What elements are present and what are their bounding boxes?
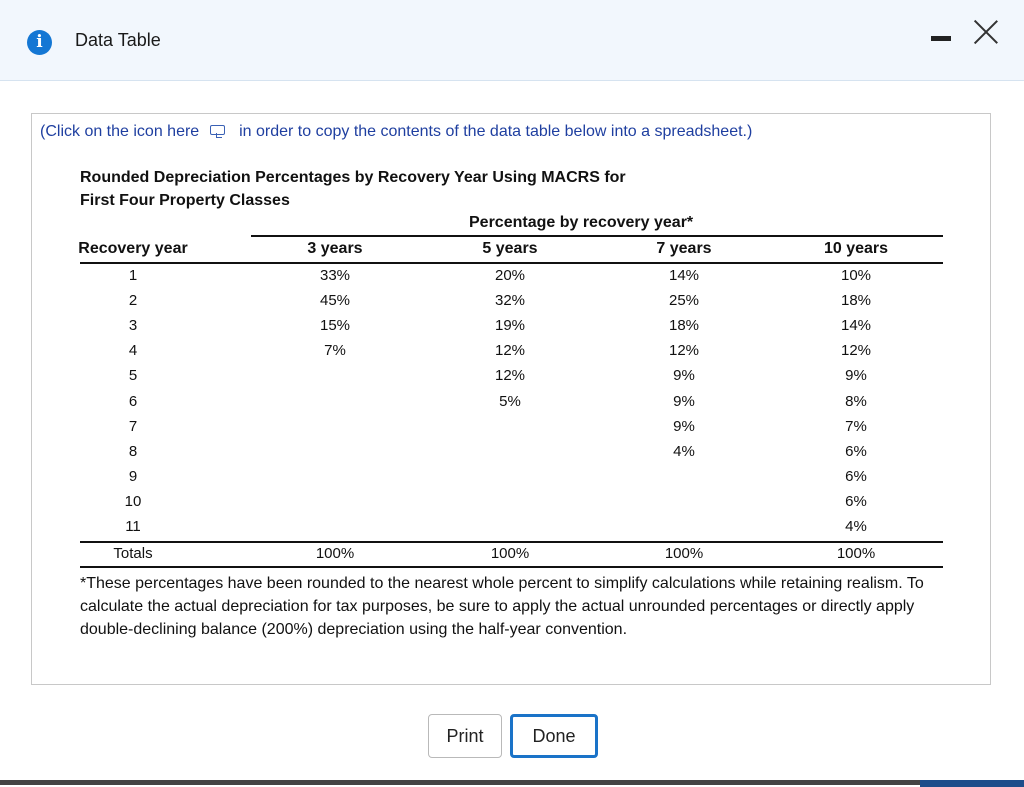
copy-instruction-before: (Click on the icon here xyxy=(40,123,200,140)
copy-instruction xyxy=(40,123,752,141)
totals-cell: 100% xyxy=(315,545,355,562)
column-header: Recovery year xyxy=(78,240,188,257)
totals-cell: 100% xyxy=(664,545,704,562)
recovery-year-cell: 7 xyxy=(128,418,138,435)
dialog-header xyxy=(0,0,1024,81)
recovery-year-cell: 2 xyxy=(128,292,138,309)
copy-to-spreadsheet-icon[interactable] xyxy=(210,125,225,135)
table-title-line1: Rounded Depreciation Percentages by Recovery Year Using MACRS for xyxy=(80,169,626,186)
group-header-rule xyxy=(251,235,943,237)
percentage-cell: 10% xyxy=(840,267,872,284)
minimize-icon[interactable] xyxy=(931,36,951,41)
totals-cell: 100% xyxy=(836,545,876,562)
recovery-year-cell: 4 xyxy=(128,342,138,359)
totals-cell: 100% xyxy=(490,545,530,562)
percentage-cell: 14% xyxy=(840,317,872,334)
table-title-line2: First Four Property Classes xyxy=(80,192,290,209)
table-title xyxy=(80,166,780,212)
percentage-cell: 19% xyxy=(494,317,526,334)
dialog-title: Data Table xyxy=(75,30,161,50)
percentage-cell: 6% xyxy=(845,493,867,510)
percentage-cell: 18% xyxy=(668,317,700,334)
percentage-cell: 15% xyxy=(319,317,351,334)
recovery-year-cell: 9 xyxy=(128,468,138,485)
percentage-cell: 12% xyxy=(668,342,700,359)
percentage-cell: 5% xyxy=(499,393,521,410)
percentage-cell: 25% xyxy=(668,292,700,309)
group-header: Percentage by recovery year* xyxy=(469,214,694,231)
recovery-year-cell: 6 xyxy=(128,393,138,410)
recovery-year-cell: 10 xyxy=(124,493,142,510)
percentage-cell: 9% xyxy=(673,367,695,384)
percentage-cell: 7% xyxy=(845,418,867,435)
close-icon[interactable] xyxy=(973,19,999,45)
info-icon: i xyxy=(27,30,52,55)
percentage-cell: 12% xyxy=(494,367,526,384)
recovery-year-cell: 11 xyxy=(125,518,141,535)
percentage-cell: 4% xyxy=(673,443,695,460)
recovery-year-cell: 1 xyxy=(128,267,138,284)
percentage-cell: 12% xyxy=(840,342,872,359)
percentage-cell: 14% xyxy=(668,267,700,284)
percentage-cell: 9% xyxy=(845,367,867,384)
column-header: 5 years xyxy=(482,240,538,257)
percentage-cell: 4% xyxy=(845,518,867,535)
column-header: 3 years xyxy=(307,240,363,257)
percentage-cell: 12% xyxy=(494,342,526,359)
percentage-cell: 45% xyxy=(319,292,351,309)
percentage-cell: 18% xyxy=(840,292,872,309)
recovery-year-cell: 5 xyxy=(128,367,138,384)
percentage-cell: 6% xyxy=(845,443,867,460)
data-table-panel xyxy=(31,113,991,685)
totals-top-rule xyxy=(80,541,943,543)
header-rule xyxy=(80,262,943,264)
column-header: 10 years xyxy=(823,240,889,257)
percentage-cell: 20% xyxy=(494,267,526,284)
percentage-cell: 8% xyxy=(845,393,867,410)
done-button[interactable]: Done xyxy=(510,714,598,758)
percentage-cell: 9% xyxy=(673,393,695,410)
totals-bottom-rule xyxy=(80,566,943,568)
percentage-cell: 7% xyxy=(324,342,346,359)
column-header: 7 years xyxy=(656,240,712,257)
print-button[interactable]: Print xyxy=(428,714,502,758)
window-bottom-accent xyxy=(920,780,1024,787)
recovery-year-cell: 8 xyxy=(128,443,138,460)
window-bottom-border xyxy=(0,780,920,785)
recovery-year-cell: 3 xyxy=(128,317,138,334)
totals-label: Totals xyxy=(113,545,153,562)
percentage-cell: 32% xyxy=(494,292,526,309)
copy-instruction-after: in order to copy the contents of the data table below into a spreadsheet.) xyxy=(239,123,753,140)
percentage-cell: 9% xyxy=(673,418,695,435)
table-footnote: *These percentages have been rounded to the nearest whole percent to simplify calculations while retaining realism. To calculate the actual depreciation for tax purposes, be sure to apply the actual unrounded percentages or directly apply double-declining balance (200%) depreciation using the half-year convention. xyxy=(80,575,924,638)
percentage-cell: 6% xyxy=(845,468,867,485)
percentage-cell: 33% xyxy=(319,267,351,284)
